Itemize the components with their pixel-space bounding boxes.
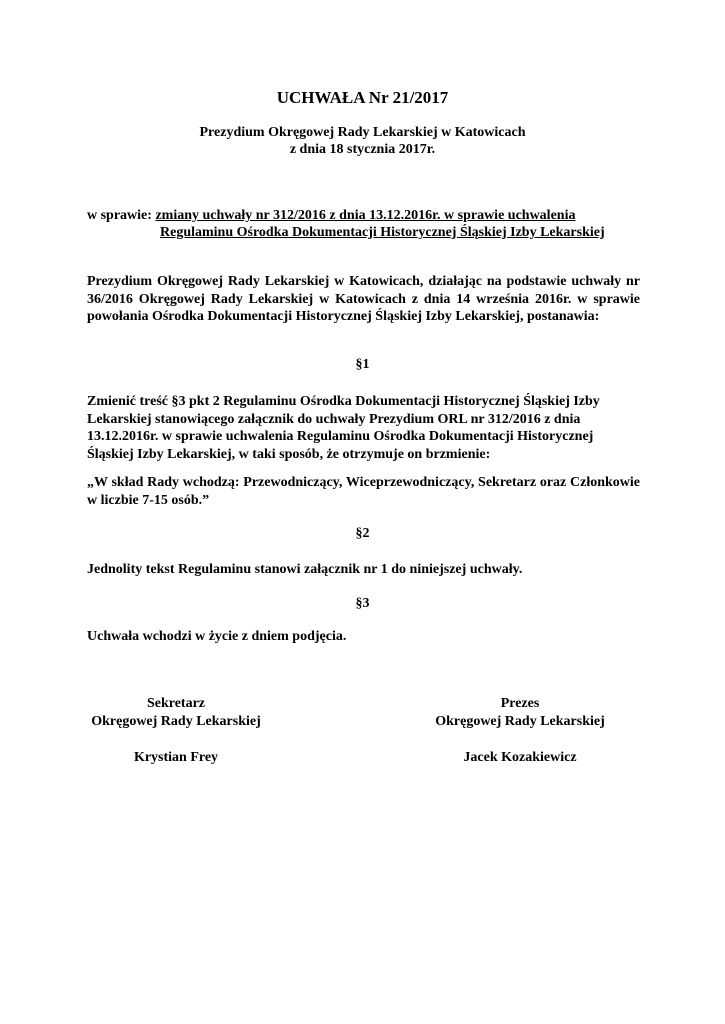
signature-left-body: Okręgowej Rady Lekarskiej <box>91 713 261 729</box>
subject-line-1: zmiany uchwały nr 312/2016 z dnia 13.12.2016r. w sprawie uchwalenia <box>155 208 576 223</box>
issuer-block <box>0 124 725 158</box>
section-1-mark: §1 <box>355 357 370 372</box>
section-1-quote: „W skład Rady wchodzą: Przewodniczący, Wiceprzewodniczący, Sekretarz oraz Członkowie w liczbie 7-15 osób.” <box>87 475 640 508</box>
document-title: UCHWAŁA Nr 21/2017 <box>276 88 449 107</box>
subject-label: w sprawie: <box>87 208 152 223</box>
preamble-paragraph: Prezydium Okręgowej Rady Lekarskiej w Katowicach, działając na podstawie uchwały nr 36/2016 Okręgowej Rady Lekarskiej w Katowicach z dnia 14 września 2016r. w sprawie powołania Ośrodka Dokumentacji Historycznej Śląskiej Izby Lekarskiej, postanawia: <box>87 274 640 324</box>
signature-right-name: Jacek Kozakiewicz <box>463 750 577 765</box>
section-1-text: Zmienić treść §3 pkt 2 Regulaminu Ośrodka Dokumentacji Historycznej Śląskiej Izby Lekarskiej stanowiącego załącznik do uchwały Prezydium ORL nr 312/2016 z dnia 13.12.2016r. w sprawie uchwalenia Regulaminu Ośrodka Dokumentacji Historycznej Śląskiej Izby Lekarskiej, w taki sposób, że otrzymuje on brzmienie: <box>87 394 600 462</box>
signature-right-body: Okręgowej Rady Lekarskiej <box>435 713 605 729</box>
section-3-mark: §3 <box>355 596 370 611</box>
section-2-mark: §2 <box>355 526 370 541</box>
signature-left-name: Krystian Frey <box>133 750 219 765</box>
subject-block <box>87 207 647 241</box>
subject-line-2: Regulaminu Ośrodka Dokumentacji Historycznej Śląskiej Izby Lekarskiej <box>160 225 605 240</box>
signature-right <box>420 695 620 767</box>
signature-left <box>76 695 276 767</box>
signature-right-role: Prezes <box>500 696 540 711</box>
section-2-text: Jednolity tekst Regulaminu stanowi załącznik nr 1 do niniejszej uchwały. <box>87 562 523 577</box>
section-3-text: Uchwała wchodzi w życie z dniem podjęcia. <box>87 629 347 644</box>
signature-left-role: Sekretarz <box>146 696 206 711</box>
issuer-name: Prezydium Okręgowej Rady Lekarskiej w Katowicach <box>199 125 526 140</box>
issue-date: z dnia 18 stycznia 2017r. <box>289 142 436 157</box>
